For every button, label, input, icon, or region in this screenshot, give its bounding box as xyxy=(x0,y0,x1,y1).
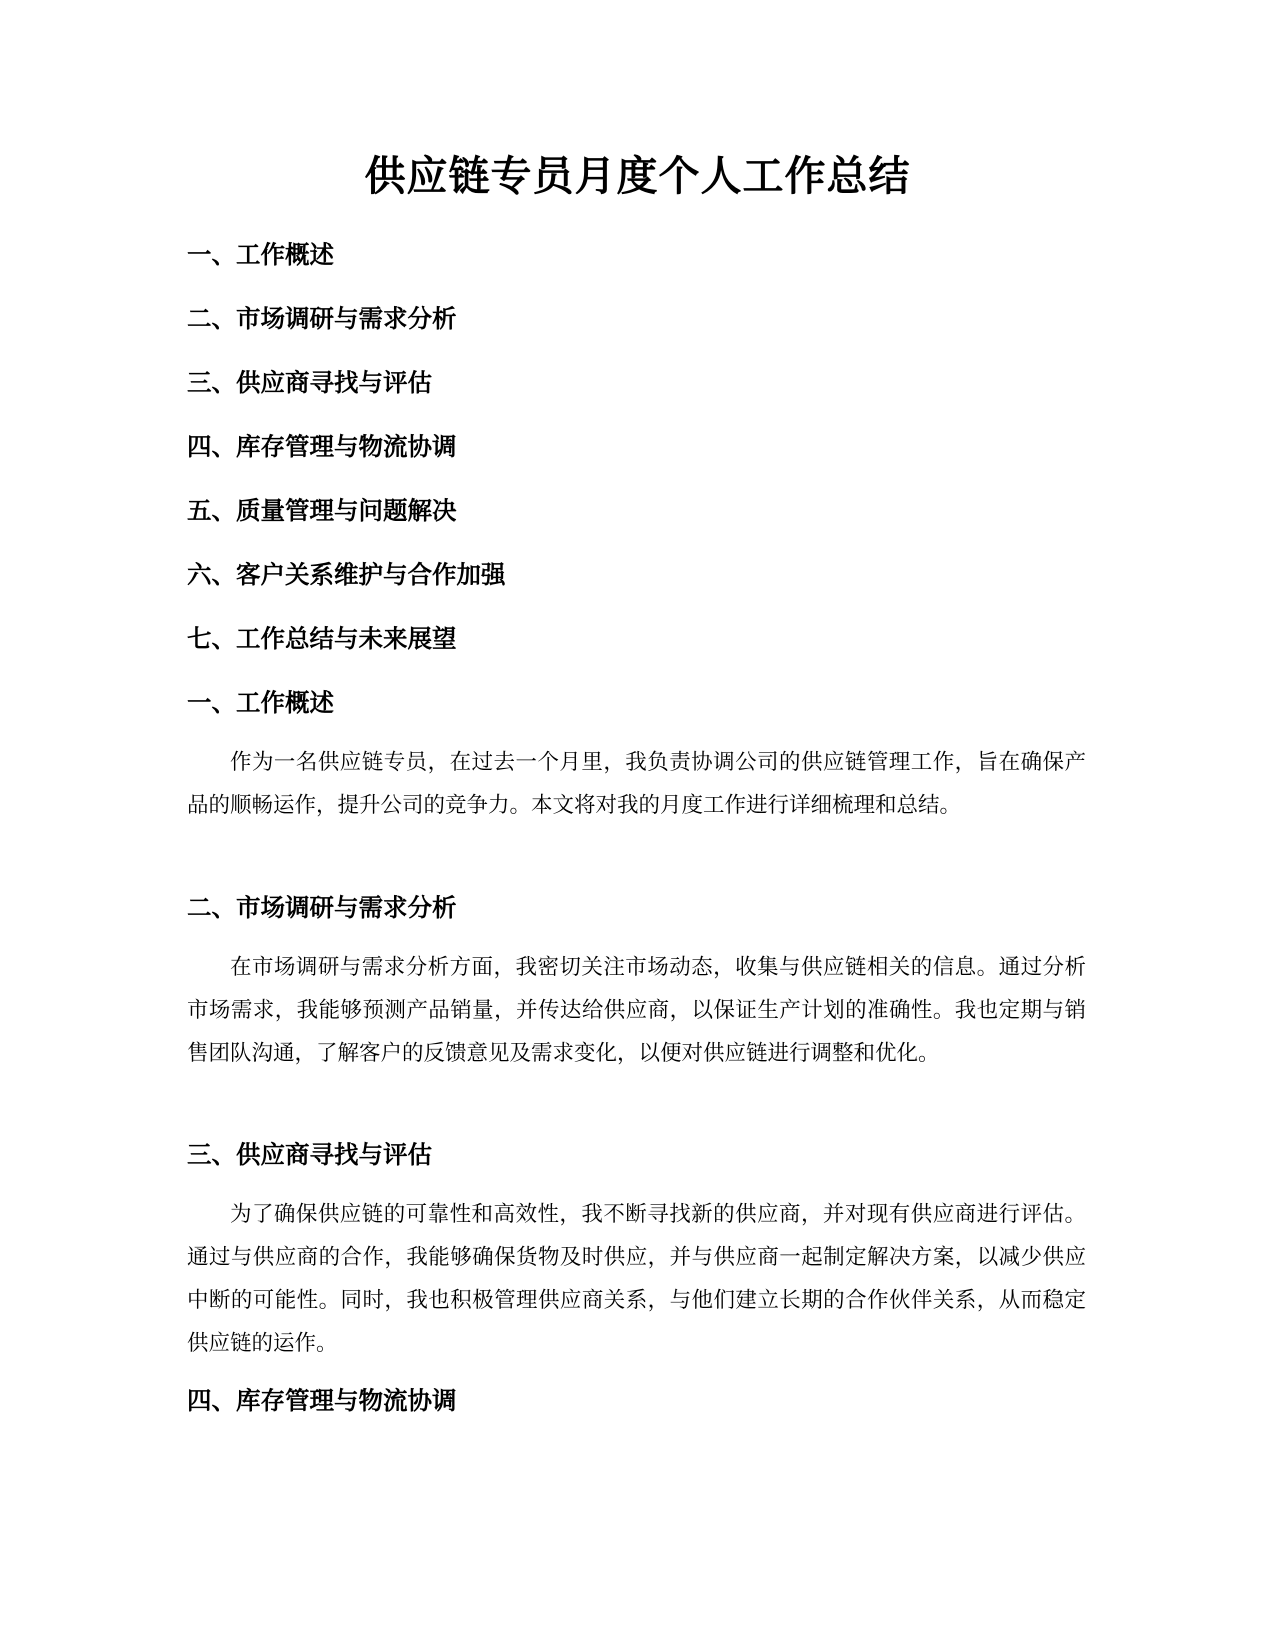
toc-item-6: 六、客户关系维护与合作加强 xyxy=(187,560,506,589)
toc-item-7: 七、工作总结与未来展望 xyxy=(187,624,457,653)
section-heading-2: 二、市场调研与需求分析 xyxy=(187,893,457,922)
section-heading-1: 一、工作概述 xyxy=(187,688,334,717)
document-title: 供应链专员月度个人工作总结 xyxy=(364,152,911,200)
section-paragraph-1: 作为一名供应链专员，在过去一个月里，我负责协调公司的供应链管理工作，旨在确保产品的顺畅运作，提升公司的竞争力。本文将对我的月度工作进行详细梳理和总结。 xyxy=(187,750,1086,818)
toc-item-3: 三、供应商寻找与评估 xyxy=(187,368,432,397)
section-paragraph-3: 为了确保供应链的可靠性和高效性，我不断寻找新的供应商，并对现有供应商进行评估。通过与供应商的合作，我能够确保货物及时供应，并与供应商一起制定解决方案，以减少供应中断的可能性。同时，我也积极管理供应商关系，与他们建立长期的合作伙伴关系，从而稳定供应链的运作。 xyxy=(187,1202,1086,1356)
toc-item-4: 四、库存管理与物流协调 xyxy=(187,432,457,461)
toc-item-2: 二、市场调研与需求分析 xyxy=(187,304,457,333)
section-heading-4: 四、库存管理与物流协调 xyxy=(187,1386,457,1415)
section-heading-3: 三、供应商寻找与评估 xyxy=(187,1140,432,1169)
toc-item-1: 一、工作概述 xyxy=(187,240,334,269)
toc-item-5: 五、质量管理与问题解决 xyxy=(187,496,457,525)
section-paragraph-2: 在市场调研与需求分析方面，我密切关注市场动态，收集与供应链相关的信息。通过分析市场需求，我能够预测产品销量，并传达给供应商，以保证生产计划的准确性。我也定期与销售团队沟通，了解客户的反馈意见及需求变化，以便对供应链进行调整和优化。 xyxy=(187,955,1086,1066)
